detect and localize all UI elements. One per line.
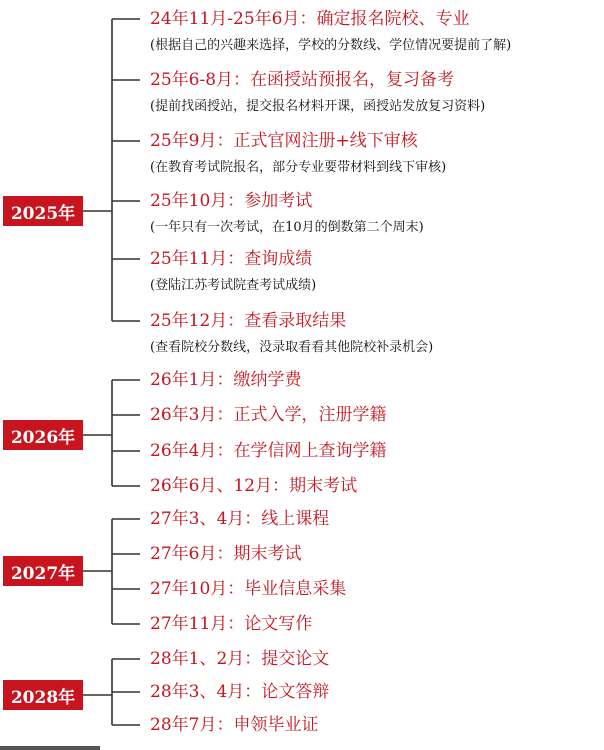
- milestone-title: 26年4月：在学信网上查询学籍: [150, 441, 387, 461]
- milestone-note: (根据自己的兴趣来选择，学校的分数线、学位情况要提前了解): [150, 38, 512, 53]
- year-badge: 2027年: [3, 556, 83, 586]
- year-badge: 2025年: [3, 196, 83, 226]
- milestone-title: 25年11月：查询成绩: [150, 249, 313, 269]
- milestone-title: 25年12月：查看录取结果: [150, 311, 347, 331]
- milestone-note: (登陆江苏考试院查考试成绩): [150, 278, 317, 293]
- milestone-title: 27年11月：论文写作: [150, 614, 313, 634]
- milestone-title: 28年1、2月：提交论文: [150, 649, 330, 669]
- milestone-note: (一年只有一次考试，在10月的倒数第二个周末): [150, 220, 424, 235]
- milestone-title: 27年3、4月：线上课程: [150, 509, 330, 529]
- milestone-title: 25年6-8月：在函授站预报名，复习备考: [150, 70, 455, 90]
- milestone-note: (提前找函授站，提交报名材料开课，函授站发放复习资料): [150, 99, 486, 114]
- milestone-title: 28年7月：申领毕业证: [150, 715, 319, 735]
- milestone-title: 26年6月、12月：期末考试: [150, 476, 358, 496]
- bottom-edge-bar: [0, 746, 100, 750]
- year-badge: 2026年: [3, 420, 83, 450]
- milestone-title: 26年3月：正式入学，注册学籍: [150, 405, 387, 425]
- milestone-title: 26年1月：缴纳学费: [150, 370, 302, 390]
- milestone-title: 25年10月：参加考试: [150, 191, 313, 211]
- milestone-title: 24年11月-25年6月：确定报名院校、专业: [150, 9, 470, 29]
- milestone-note: (查看院校分数线，没录取看看其他院校补录机会): [150, 340, 434, 355]
- milestone-title: 27年10月：毕业信息采集: [150, 579, 347, 599]
- year-badge: 2028年: [3, 680, 83, 710]
- milestone-title: 25年9月：正式官网注册+线下审核: [150, 131, 418, 151]
- milestone-title: 28年3、4月：论文答辩: [150, 682, 330, 702]
- milestone-title: 27年6月：期末考试: [150, 544, 302, 564]
- milestone-note: (在教育考试院报名，部分专业要带材料到线下审核): [150, 160, 447, 175]
